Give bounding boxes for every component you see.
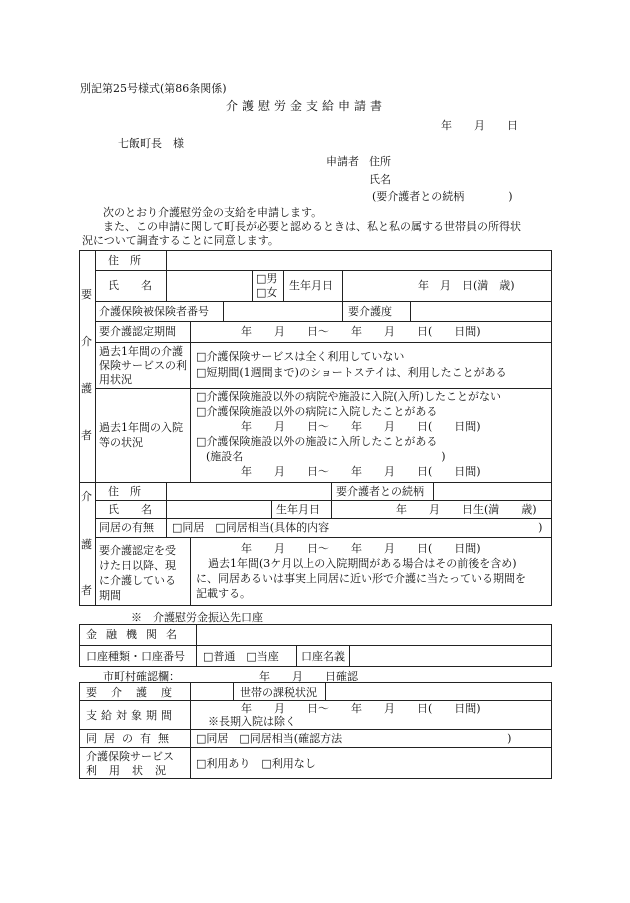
female-checkbox[interactable]: □女 [256,286,278,299]
muni-cohab-label: 同居の有無 [86,732,176,745]
muni-care-level-field[interactable] [192,684,231,698]
cared-side-3: 護 [81,382,92,395]
care-level-label: 要介護度 [348,305,392,318]
account-holder-label: 口座名義 [301,650,345,663]
intro-line-3: 況について調査することに同意します。 [82,234,279,247]
caregiver-cohab-options[interactable]: □同居 □同居相当(具体的内容 ) [172,521,543,534]
caregiver-cohab-label: 同居の有無 [99,521,154,534]
caregiver-name-label: 氏 名 [108,503,152,516]
cared-side-2: 介 [81,335,92,348]
cared-side-4: 者 [81,429,92,442]
cared-dob-value[interactable]: 年 月 日(満 歳) [418,279,515,292]
caregiver-period-note-1: 過去1年間(3ケ月以上の入院期間がある場合はその前後を含め) [208,557,517,570]
caregiver-side-2: 護 [81,538,92,551]
intro-line-1: 次のとおり介護慰労金の支給を申請します。 [103,206,323,219]
caregiver-address-field[interactable] [168,484,329,498]
bank-institution-field[interactable] [198,626,550,643]
hosp-dates-1[interactable]: 年 月 日〜 年 月 日( 日間) [241,420,481,433]
applicant-label: 申請者 [326,155,359,168]
form-title: 介護慰労金支給申請書 [226,99,387,113]
municipal-confirm-date: 年 月 日確認 [259,670,358,683]
facility-name[interactable]: (施設名 ) [206,450,446,463]
hosp-option-hospital[interactable]: □介護保険施設以外の病院に入院したことがある [196,405,438,418]
caregiver-dob-value[interactable]: 年 月 日生(満 歳) [396,503,537,516]
muni-service-label-1: 介護保険サービス [86,750,174,763]
account-type-label: 口座種類・口座番号 [86,650,185,663]
cared-dob-label: 生年月日 [289,279,333,292]
payment-period-note: ※長期入院は除く [208,715,296,728]
cared-name-field[interactable] [168,272,250,299]
hosp-dates-2[interactable]: 年 月 日〜 年 月 日( 日間) [241,465,481,478]
caregiver-period-note-3: 記載する。 [196,587,251,600]
hosp-option-facility[interactable]: □介護保険施設以外の施設に入所したことがある [196,435,438,448]
caregiver-period-note-2: に、同居あるいは事実上同居に近い形で介護に当たっている期間を [196,572,526,585]
bank-heading: ※ 介護慰労金振込先口座 [131,611,263,624]
form-number: 別記第25号様式(第86条関係) [80,82,227,95]
service-option-short-stay[interactable]: □短期間(1週間まで)のショートステイは、利用したことがある [196,366,507,379]
caregiver-period-label-2: けた日以降、現 [99,559,176,572]
caregiver-relation-field[interactable] [435,484,550,498]
intro-line-2: また、この申請に関して町長が必要と認めるときは、私と私の属する世帯員の所得状 [103,220,521,233]
muni-cohab-options[interactable]: □同居 □同居相当(確認方法 ) [196,732,512,745]
cert-period-value[interactable]: 年 月 日〜 年 月 日( 日間) [241,325,481,338]
caregiver-period-label-4: 期間 [99,589,121,602]
applicant-relation: (要介護者との続柄 ) [372,190,513,203]
hosp-option-none[interactable]: □介護保険施設以外の病院や施設に入院(入所)したことがない [196,390,501,403]
applicant-address-label: 住所 [369,155,391,168]
caregiver-period-value[interactable]: 年 月 日〜 年 月 日( 日間) [241,542,481,555]
addressee: 七飯町長 様 [118,137,184,150]
muni-service-label-2: 利用状況 [86,764,178,777]
bank-institution-label: 金融機関名 [86,628,186,641]
cared-side-1: 要 [81,288,92,301]
tax-status-label: 世帯の課税状況 [240,686,317,699]
municipal-heading: 市町村確認欄： [103,670,180,683]
service-option-none[interactable]: □介護保険サービスは全く利用していない [196,350,405,363]
insured-number-label: 介護保険被保険者番号 [99,305,209,318]
tax-status-field[interactable] [327,684,550,698]
cared-address-field[interactable] [168,252,550,268]
service-usage-label: 過去1年間の介護保険サービスの利用状況 [99,345,187,386]
caregiver-relation-label: 要介護者との続柄 [336,485,424,498]
account-type-options[interactable]: □普通 □当座 [203,650,279,663]
payment-period-value[interactable]: 年 月 日〜 年 月 日( 日間) [241,702,481,715]
caregiver-side-3: 者 [81,584,92,597]
muni-care-level-label: 要介護度 [86,686,186,699]
caregiver-period-label-1: 要介護認定を受 [99,544,176,557]
muni-service-options[interactable]: □利用あり □利用なし [196,757,316,770]
payment-period-label: 支給対象期間 [86,709,176,722]
male-checkbox[interactable]: □男 [256,272,278,285]
care-level-field[interactable] [412,303,550,319]
caregiver-side-1: 介 [81,490,92,503]
caregiver-address-label: 住 所 [108,485,141,498]
caregiver-dob-label: 生年月日 [276,503,320,516]
insured-number-field[interactable] [225,303,340,319]
cared-name-label: 氏 名 [108,279,152,292]
cert-period-label: 要介護認定期間 [99,325,176,338]
cared-address-label: 住 所 [108,254,141,267]
account-holder-field[interactable] [351,647,550,665]
applicant-name-label: 氏名 [369,173,391,186]
caregiver-name-field[interactable] [168,502,269,516]
hospital-status-label: 過去1年間の入院等の状況 [99,421,183,449]
caregiver-period-label-3: に介護している [99,574,176,587]
application-date: 年 月 日 [441,119,518,132]
